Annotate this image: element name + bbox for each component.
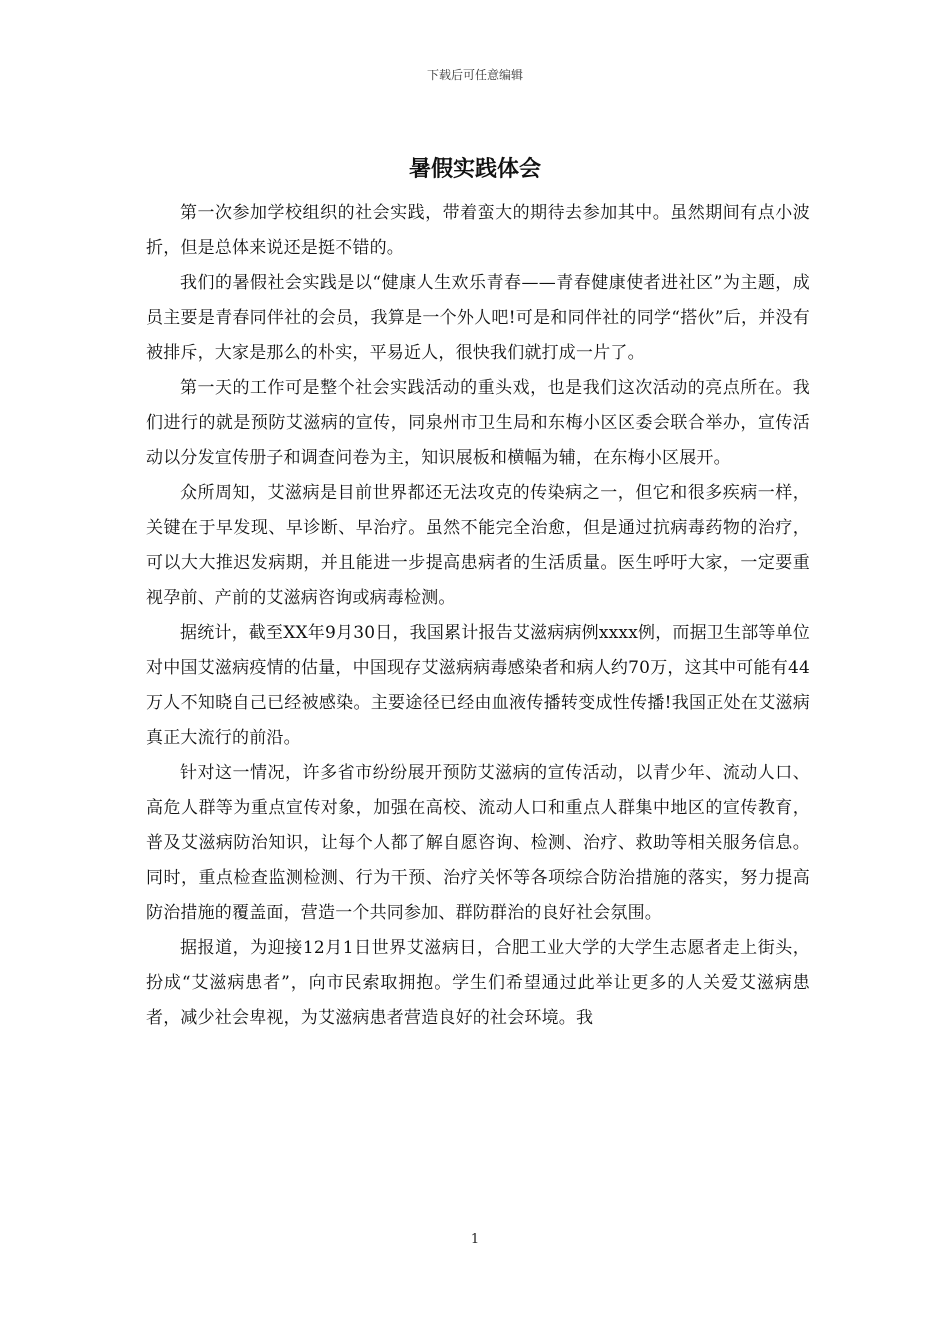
paragraph-2: 我们的暑假社会实践是以“健康人生欢乐青春——青春健康使者进社区”为主题，成员主要是青春同伴社的会员，我算是一个外人吧!可是和同伴社的同学“搭伙”后，并没有被排斥，大家是那么的朴实，平易近人，很快我们就打成一片了。 <box>146 273 810 363</box>
document-body <box>146 196 810 1036</box>
paragraph-1: 第一次参加学校组织的社会实践，带着蛮大的期待去参加其中。虽然期间有点小波折，但是总体来说还是挺不错的。 <box>146 203 810 258</box>
document-title: 暑假实践体会 <box>408 157 541 182</box>
header-note: 下载后可任意编辑 <box>426 68 523 82</box>
page-number: 1 <box>470 1232 480 1247</box>
paragraph-3: 第一天的工作可是整个社会实践活动的重头戏，也是我们这次活动的亮点所在。我们进行的就是预防艾滋病的宣传，同泉州市卫生局和东梅小区区委会联合举办，宣传活动以分发宣传册子和调查问卷为主，知识展板和横幅为辅，在东梅小区展开。 <box>146 378 810 468</box>
paragraph-7: 据报道，为迎接12月1日世界艾滋病日，合肥工业大学的大学生志愿者走上街头，扮成“艾滋病患者”，向市民索取拥抱。学生们希望通过此举让更多的人关爱艾滋病患者，减少社会卑视，为艾滋病患者营造良好的社会环境。我 <box>146 938 810 1028</box>
paragraph-6: 针对这一情况，许多省市纷纷展开预防艾滋病的宣传活动，以青少年、流动人口、高危人群等为重点宣传对象，加强在高校、流动人口和重点人群集中地区的宣传教育，普及艾滋病防治知识，让每个人都了解自愿咨询、检测、治疗、救助等相关服务信息。同时，重点检查监测检测、行为干预、治疗关怀等各项综合防治措施的落实，努力提高防治措施的覆盖面，营造一个共同参加、群防群治的良好社会氛围。 <box>146 763 810 923</box>
paragraph-5: 据统计，截至XX年9月30日，我国累计报告艾滋病病例xxxx例，而据卫生部等单位对中国艾滋病疫情的估量，中国现存艾滋病病毒感染者和病人约70万，这其中可能有44万人不知晓自己已经被感染。主要途径已经由血液传播转变成性传播!我国正处在艾滋病真正大流行的前沿。 <box>146 623 811 748</box>
paragraph-4: 众所周知，艾滋病是目前世界都还无法攻克的传染病之一，但它和很多疾病一样，关键在于早发现、早诊断、早治疗。虽然不能完全治愈，但是通过抗病毒药物的治疗，可以大大推迟发病期，并且能进一步提高患病者的生活质量。医生呼吁大家，一定要重视孕前、产前的艾滋病咨询或病毒检测。 <box>146 483 810 608</box>
